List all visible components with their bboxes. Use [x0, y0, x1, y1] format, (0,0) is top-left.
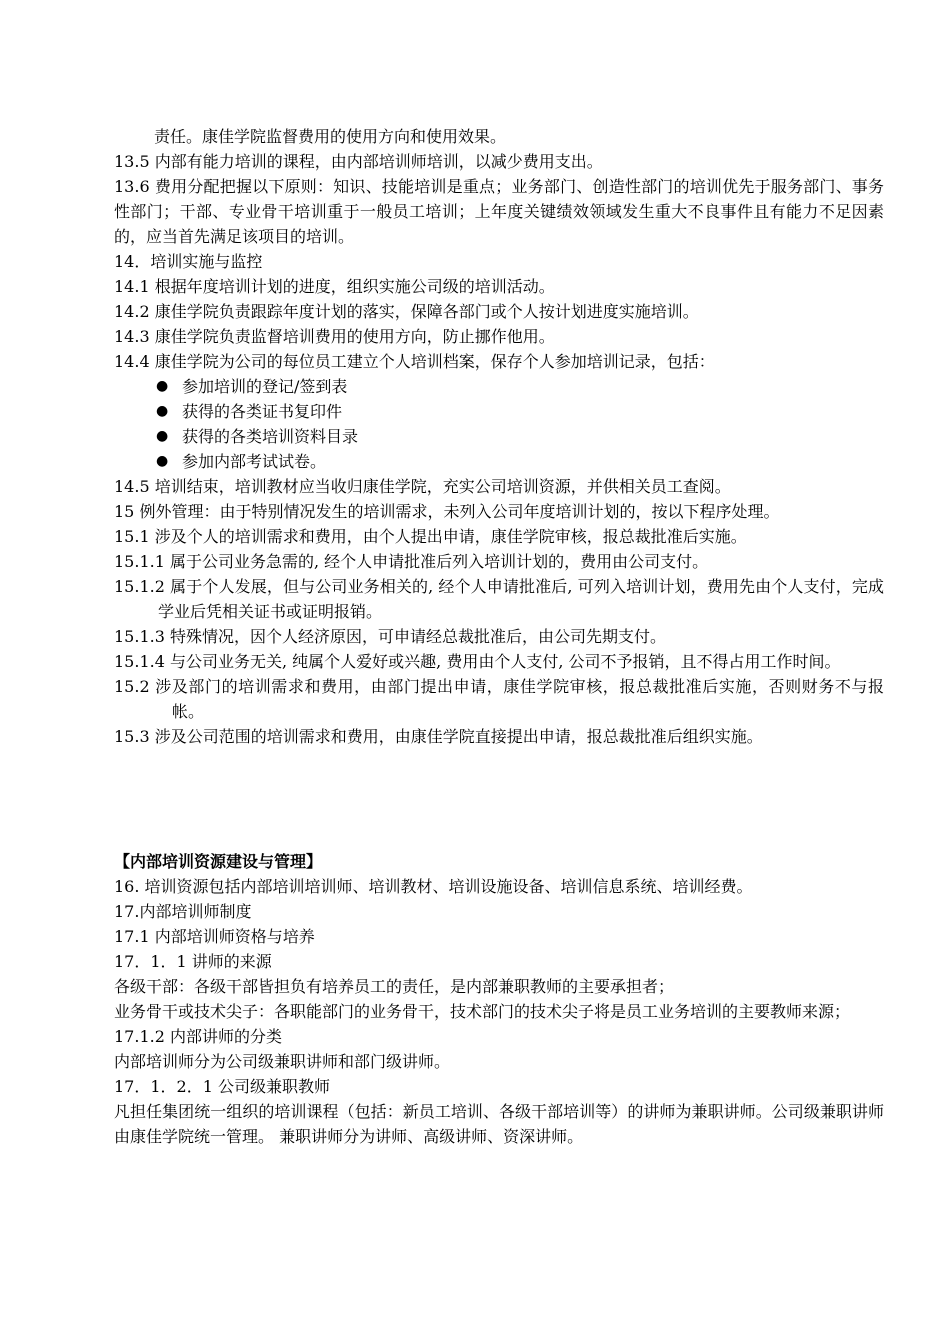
- list-item: [156, 449, 884, 474]
- heading-17-1-2: 17.1.2 内部讲师的分类: [114, 1027, 282, 1046]
- heading-17-1-1: 17．1．1 讲师的来源: [114, 952, 272, 971]
- paragraph-13-6: 13.6 费用分配把握以下原则：知识、技能培训是重点；业务部门、创造性部门的培训优先于服务部门、事务性部门；干部、专业骨干培训重于一般员工培训；上年度关键绩效领域发生重大不良事件且有能力不足因素的，应当首先满足该项目的培训。: [114, 177, 884, 246]
- bullet-icon: ●: [156, 403, 169, 419]
- paragraph-cadres: 各级干部：各级干部皆担负有培养员工的责任，是内部兼职教师的主要承担者；: [114, 977, 675, 996]
- list-item: [156, 374, 884, 399]
- heading-17-1: 17.1 内部培训师资格与培养: [114, 927, 315, 946]
- paragraph-lecturer-types: 内部培训师分为公司级兼职讲师和部门级讲师。: [114, 1052, 451, 1071]
- paragraph-15-1-3: 15.1.3 特殊情况，因个人经济原因，可申请经总裁批准后，由公司先期支付。: [114, 627, 666, 646]
- bullet-icon: ●: [156, 453, 169, 469]
- heading-17-1-2-1: 17．1．2．1 公司级兼职教师: [114, 1077, 330, 1096]
- paragraph-13-5: 13.5 内部有能力培训的课程，由内部培训师培训，以减少费用支出。: [114, 152, 603, 171]
- list-item: [156, 424, 884, 449]
- heading-17: 17.内部培训师制度: [114, 902, 252, 921]
- paragraph-14-1: 14.1 根据年度培训计划的进度，组织实施公司级的培训活动。: [114, 277, 555, 296]
- list-item-text: 参加培训的登记/签到表: [182, 377, 348, 396]
- list-item: [156, 399, 884, 424]
- section-heading: 【内部培训资源建设与管理】: [114, 852, 323, 871]
- paragraph-14-4: 14.4 康佳学院为公司的每位员工建立个人培训档案，保存个人参加培训记录，包括：: [114, 352, 715, 371]
- paragraph-13-4-continuation: 责任。康佳学院监督费用的使用方向和使用效果。: [154, 127, 507, 146]
- paragraph-15-1-4: 15.1.4 与公司业务无关, 纯属个人爱好或兴趣, 费用由个人支付, 公司不予报销，且不得占用工作时间。: [114, 652, 841, 671]
- bullet-icon: ●: [156, 428, 169, 444]
- paragraph-backbone: 业务骨干或技术尖子：各职能部门的业务骨干，技术部门的技术尖子将是员工业务培训的主要教师来源；: [114, 1002, 851, 1021]
- heading-14: 14．培训实施与监控: [114, 252, 263, 271]
- paragraph-15-3: 15.3 涉及公司范围的培训需求和费用，由康佳学院直接提出申请，报总裁批准后组织实施。: [114, 727, 763, 746]
- paragraph-14-5: 14.5 培训结束，培训教材应当收归康佳学院，充实公司培训资源，并供相关员工查阅。: [114, 477, 731, 496]
- paragraph-15: 15 例外管理：由于特别情况发生的培训需求，未列入公司年度培训计划的，按以下程序处理。: [114, 502, 780, 521]
- training-record-list: [114, 374, 884, 474]
- paragraph-14-3: 14.3 康佳学院负责监督培训费用的使用方向，防止挪作他用。: [114, 327, 555, 346]
- paragraph-14-2: 14.2 康佳学院负责跟踪年度计划的落实，保障各部门或个人按计划进度实施培训。: [114, 302, 699, 321]
- paragraph-16: 16. 培训资源包括内部培训培训师、培训教材、培训设施设备、培训信息系统、培训经费。: [114, 877, 753, 896]
- section-spacer: [114, 749, 884, 849]
- paragraph-15-1-2: 15.1.2 属于个人发展，但与公司业务相关的, 经个人申请批准后, 可列入培训计划，费用先由个人支付，完成学业后凭相关证书或证明报销。: [114, 577, 884, 621]
- list-item-text: 参加内部考试试卷。: [182, 452, 327, 471]
- paragraph-15-1: 15.1 涉及个人的培训需求和费用，由个人提出申请，康佳学院审核，报总裁批准后实施。: [114, 527, 747, 546]
- list-item-text: 获得的各类证书复印件: [182, 402, 343, 421]
- paragraph-15-2: 15.2 涉及部门的培训需求和费用，由部门提出申请，康佳学院审核，报总裁批准后实施，否则财务不与报帐。: [114, 677, 884, 721]
- paragraph-company-lecturers: 凡担任集团统一组织的培训课程（包括：新员工培训、各级干部培训等）的讲师为兼职讲师。公司级兼职讲师由康佳学院统一管理。 兼职讲师分为讲师、高级讲师、资深讲师。: [114, 1102, 884, 1146]
- paragraph-15-1-1: 15.1.1 属于公司业务急需的, 经个人申请批准后列入培训计划的，费用由公司支付。: [114, 552, 709, 571]
- list-item-text: 获得的各类培训资料目录: [182, 427, 359, 446]
- bullet-icon: ●: [156, 378, 169, 394]
- document-page: [114, 124, 884, 1149]
